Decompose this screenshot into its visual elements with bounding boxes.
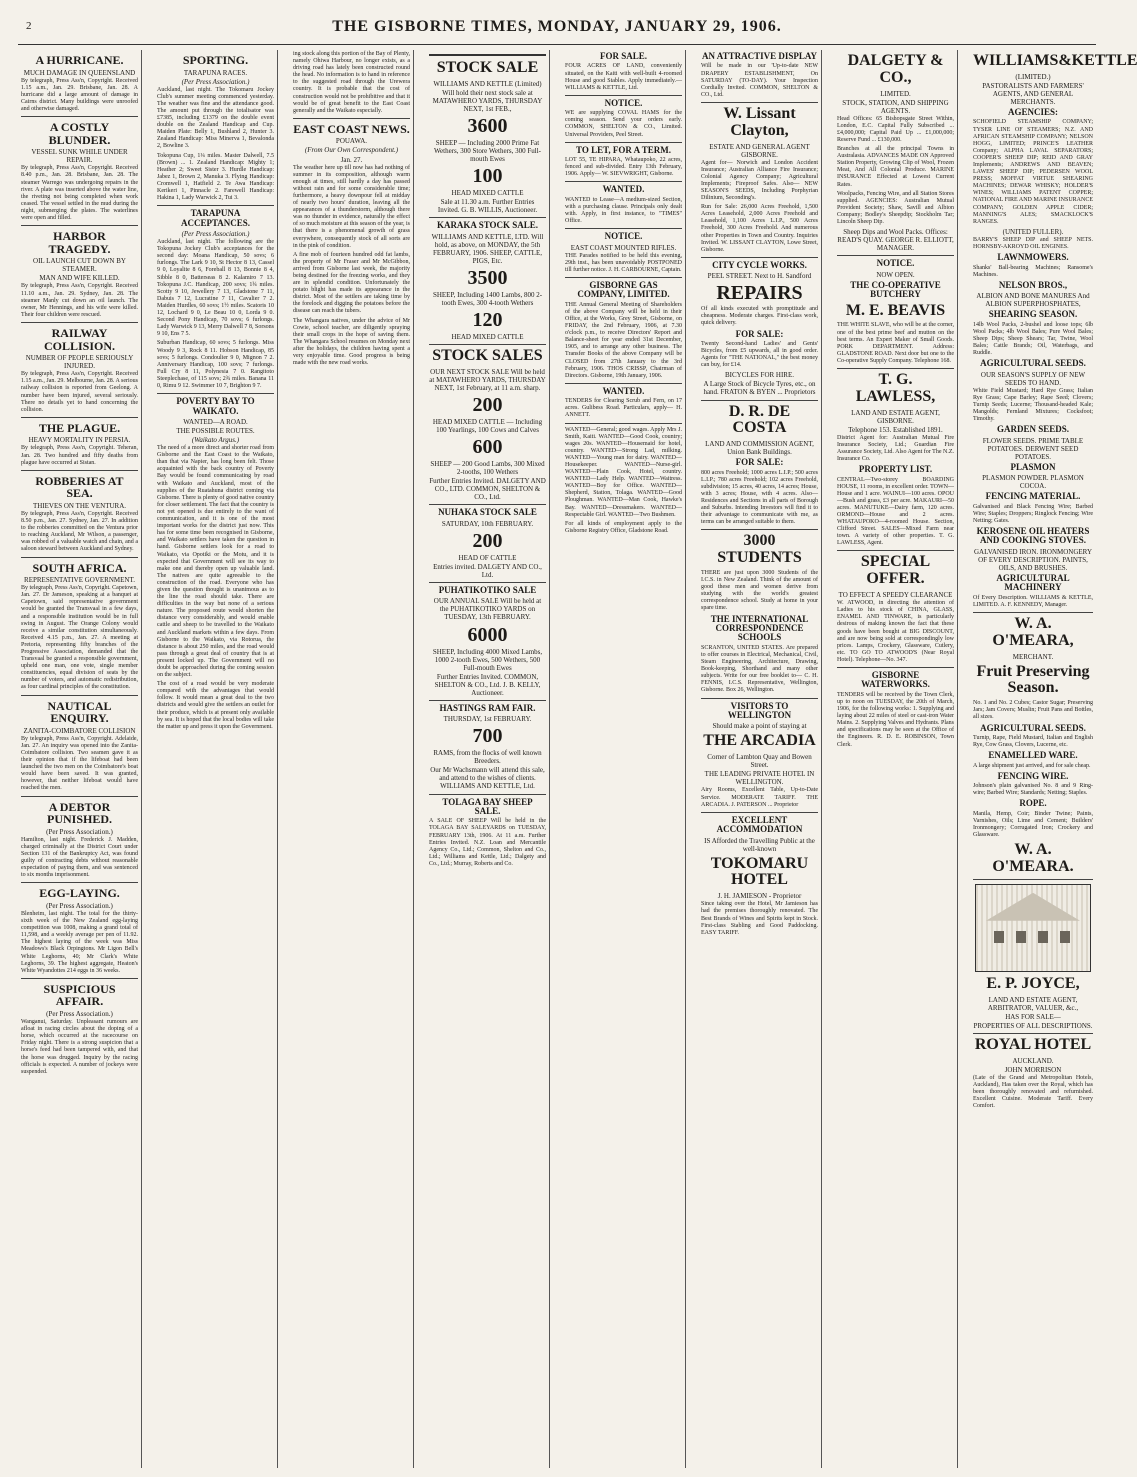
ad-text: Airy Rooms, Excellent Table, Up-to-Date Service. MODERATE TARIFF. THE ARCADIA. J. PATERSON ... Proprietor (701, 787, 818, 808)
ad-text: OUR ANNUAL SALE Will be held at the PUHATIKOTIKO YARDS on TUESDAY, 13th FEBRUARY. (433, 597, 542, 622)
ad-text: CENTRAL—Two-storey BOARDING HOUSE, 11 rooms, in excellent order. TOWN—House and 1 acre. WAINUI—100 acres. OPOU—Bush and grass, £3 per acre. MAKAURI—50 acres. MANUTUKE—Dairy farm, 120 acres. ORMOND—House and 2 acres. WHATAUPOKO—4-roomed House. Section, Clifford Street. SALES—Mixed Farm near town. A variety of other properties. T. G. LAWLESS, Agent. (837, 476, 954, 547)
ad-text: HEAD MIXED CATTLE (451, 189, 524, 198)
headline: A DEBTOR PUNISHED. (46, 799, 112, 827)
ad-title: NOTICE. (876, 258, 915, 269)
ad-text: For all kinds of employment apply to the Gisborne Registry Office, Gladstone Road. (565, 520, 682, 534)
ad-title: TO LET, FOR A TERM. (575, 144, 672, 155)
ad-text: Corner of Lambton Quay and Bowen Street. (707, 753, 812, 770)
ad-text: Turnip, Rape, Field Mustard, Italian and English Rye, Cow Grass, Clovers, Lucerne, etc. (973, 734, 1093, 749)
ad-text: LAND AND ESTATE AGENT, GISBORNE. (851, 408, 940, 425)
ad-number: 100 (472, 165, 503, 188)
ad-title: THE ARCADIA (703, 732, 816, 750)
ad-text: LIMITED. (880, 89, 911, 98)
ad-title: VISITORS TO WELLINGTON (727, 700, 792, 720)
ad-title: FOR SALE. (599, 51, 647, 61)
ad-text: Should make a point of staying at (712, 722, 807, 731)
ad-title: W. Lissant Clayton, (723, 104, 796, 139)
ad-title: ENAMELLED WARE. (988, 750, 1078, 761)
article-body: The Whangara natives, under the advice of Mr Cowie, school teacher, are diligently spraying their small crops in the hope of saving them. The Whangara School resumes on Monday next after the holidays, the children having spent a very enjoyable time. Good progress is being made with the new road works. (293, 317, 410, 367)
ad-text: FOUR ACRES OF LAND, conveniently situated, on the Kaiti with well-built 4-roomed House and good Stables. Apply immediately.— WILLIAMS & KETTLE, Ltd. (565, 63, 682, 91)
ad-text: (Late of the Grand and Metropolitan Hotels, Auckland), Has taken over the Royal, which has been thoroughly renovated and refurnished. Excellent Cuisine. Moderate Tariff. Every Comfort. (973, 1074, 1093, 1109)
headline: EGG-LAYING. (39, 886, 120, 901)
ad-text: Johnson's plain galvanised No. 8 and 9 Ring-wire; Barbed Wire; Standards; Netting; Staples. (973, 783, 1093, 797)
ad-text: No. 1 and No. 2 Cubes; Castor Sugar; Preserving Jars; Jam Covers; Muslin; Fruit Pans and Bottles, all sizes. (973, 700, 1093, 721)
ad-text: OUR SEASON'S SUPPLY OF NEW SEEDS TO HAND. (980, 370, 1086, 387)
subheadline: TARAPUNA RACES. (183, 68, 248, 77)
ad-title: HASTINGS RAM FAIR. (439, 702, 536, 713)
ad-text: HEAD MIXED CATTLE — Including 100 Yearlings, 100 Cows and Calves (432, 417, 543, 435)
article-body: By telegraph, Press Ass'n, Copyright. Received 11.10 a.m., Jan. 29. Sydney, Jan. 28. The steamer Manly cut down an oil launch. The owner, Mr Hennings, and his wife were killed. Their four children were rescued. (21, 283, 138, 318)
ad-text: LAND AND COMMISSION AGENT, Union Bank Buildings. (705, 440, 814, 457)
article-body: Wanganui, Saturday. Unpleasant rumours are afloat in racing circles about the doping of a horse, which occurred at the racecourse on Friday night. There is a strong suspicion that a horse's feed had been tampered with, and that the horse was drugged. Inquiry by the racing officials is expected. A number of jockeys were suspended. (21, 1019, 138, 1075)
ad-text: White Field Mustard; Hard Rye Grass; Italian Rye Grass; Cape Barley; Rape Seed; Clovers; Turnip Seeds; Lucerne; Thousand-headed Kale; Mangolds; Fernland Mixtures; Cocksfoot; Timothy. (973, 387, 1093, 423)
subheadline: THE POSSIBLE ROUTES. (176, 427, 255, 435)
ad-text: Of all kinds executed with promptitude and cheapness. Moderate charges. First-class work, quick delivery. (701, 306, 818, 327)
ad-title: STOCK SALES (432, 347, 543, 365)
ad-text: Run for Sale: 26,000 Acres Freehold, 1,500 Acres Leasehold, 2,000 Acres Freehold and Leasehold, 1,100 Acres L.I.P., 500 Acres Freehold, 300 Acres Freehold. And numerous other Properties in Town and Country. Inquiries Invited. W. LISSANT CLAYTON, Lowe Street, Gisborne. (701, 204, 818, 253)
headline: THE PLAGUE. (38, 420, 121, 435)
ad-text: Will hold their next stock sale at MATAWHERO YARDS, THURSDAY NEXT, 1st FEB., (432, 88, 543, 113)
ad-title: ROPE. (1019, 798, 1047, 809)
ad-title: KARAKA STOCK SALE. (436, 220, 539, 231)
ad-title: GARDEN SEEDS. (996, 424, 1070, 435)
ad-number: 200 (472, 393, 503, 416)
ad-title: E. P. JOYCE, (986, 974, 1080, 992)
ad-title: WANTED. (602, 385, 645, 396)
ad-title: THE INTERNATIONAL CORRESPONDENCE SCHOOLS (710, 613, 809, 643)
subheadline: MAN AND WIFE KILLED. (39, 274, 120, 283)
ad-title: D. R. DE COSTA (728, 402, 791, 437)
ad-text: Branches at all the principal Towns in Australasia. ADVANCES MADE ON Approved Station Property, Growing Clip of Wool, Frozen Meat, And All Colonial Produce. MARINE INSURANCE Effected at Lowest Current Rates. (837, 146, 954, 188)
article-body: Hamilton, last night. Frederick J. Madden, charged criminally at the District Court under Section 131 of the Bankruptcy Act, was found guilty of contracting debts without reasonable expectation of paying them, and was sentenced to six months imprisonment. (21, 836, 138, 879)
ad-title: TOKOMARU HOTEL (710, 854, 809, 889)
ad-text: RAMS, from the flocks of well known Breeders. (433, 749, 542, 766)
article-body: Blenheim, last night. The total for the thirty-sixth week of the New Zealand egg-laying competition was 1008, making a grand total of 11,598, and a weekly average per pen of 11.92. The highest laying of the week was Miss Meadows's Black Orpingtons. Mr Ligon Bell's White Leghorns, 40; Mr Clark's White Leghorns, 39. The highest aggregate, Heaton's White Wyandottes 214 eggs in 36 weeks. (21, 910, 138, 974)
ad-text: THURSDAY, 1st FEBRUARY. (443, 715, 532, 724)
ad-title: CITY CYCLE WORKS. (712, 259, 807, 270)
ad-text: THE Parades notified to be held this evening, 29th inst., has been unavoidably POSTPONED till further notice. J. H. CARBOURNE, Captain. (565, 252, 682, 273)
headline: ROBBERIES AT SEA. (35, 473, 124, 501)
ad-number: 600 (472, 436, 503, 459)
ad-text: Head Offices: 65 Bishopsgate Street Within, London, E.C. Capital Fully Subscribed ... £4,000,000; Capital Paid Up ... £1,000,000; Reserve Fund ... £130,000. (837, 115, 954, 144)
subheadline: (Per Press Association.) (46, 901, 113, 910)
ad-title: PROPERTY LIST. (858, 464, 933, 475)
ad-text: Further Entries Invited. COMMON, SHELTON & CO., Ltd. J. B. KELLY, Auctioneer. (434, 672, 541, 697)
ad-text: SATURDAY, 10th FEBRUARY. (441, 519, 534, 528)
columns (18, 50, 1137, 1468)
column-2 (154, 50, 278, 1468)
ad-text: THE Annual General Meeting of Shareholders of the above Company will be held in their Office, at the Works, Grey Street, Gisborne, on FRIDAY, the 2nd February, 1906, at 7.30 o'clock p.m., to receive Directors' Report and Balance-sheet for year ended 31st December, 1905, and to arrange any other business. The Transfer Books of the above Company will be CLOSED from 27th January to the 3rd February, 1906. THOS CRISSP, Chairman of Directors. Gisborne, 19th January, 1906. (565, 301, 682, 379)
article-body: ing stock along this portion of the Bay of Plenty, namely Ohiwa Harbour, no longer exists, as a driving road has lately been constructed round the head. No information is to hand in reference to the suggested road through the Urewera country. It is probable that the cost of construction would not be prohibitive and that it would be of great benefit to the East Coast generally and the Waikato especially. (293, 51, 410, 114)
ad-text: Telephone 153. Established 1891. (848, 425, 943, 434)
headline: EAST COAST NEWS. (293, 121, 410, 136)
ad-text: JOHN MORRISON (1004, 1065, 1062, 1074)
ad-text: THERE are just upon 3000 Students of the I.C.S. in New Zealand. Think of the amount of good these men and women derive from studying with the world's greatest correspondence school. Study at home in your spare time. (701, 570, 818, 612)
headline: SPORTING. (182, 53, 249, 67)
headline: SOUTH AFRICA. (32, 560, 127, 575)
ad-title: Fruit Preserving Season. (976, 662, 1090, 697)
ad-text: LAND AND ESTATE AGENT, ARBITRATOR, VALUER, &c., (987, 995, 1079, 1012)
ad-text: PLASMON POWDER. PLASMON COCOA. (982, 474, 1084, 491)
ad-text: Will be made in our 'Up-to-date NEW DRAPERY ESTABLISHMENT, On SATURDAY (TO-DAY). Your Inspection Cordially Invited. COMMON, SHELTON & CO., Ltd. (701, 63, 818, 98)
ad-text: Twenty Second-hand Ladies' and Gents' Bicycles, from £5 upwards, all in good order. Agents for "THE NATIONAL," the best money can buy, for £14. (701, 341, 818, 369)
ad-text: A Large Stock of Bicycle Tyres, etc., on hand. FRATON & BYEN ... Proprietors (703, 380, 816, 397)
ad-text: (LIMITED.) (1015, 72, 1051, 81)
article-body: By telegraph, Press Ass'n, Copyright. Capetown, Jan. 27. Dr Jameson, speaking at a banquet at Capetown, said representative government would be granted the Transvaal in a few days, and a responsible institution would be in full swing in August. The Orange Colony would receive a similar constitution simultaneously. Received 4.15 p.m., Jan. 27. A meeting at Pretoria, representing fifty branches of the Progressive Association, demanded that the Transvaal be granted a responsible government, upheld one man, one vote, single member constituencies, equal division of seats by the number of voters, and automatic redistribution, as four cardinal principles of the constitution. (21, 585, 138, 691)
ad-text: THE LEADING PRIVATE HOTEL IN WELLINGTON. (704, 770, 815, 787)
ad-title: KEROSENE OIL HEATERS AND COOKING STOVES. (976, 525, 1090, 546)
ad-text: TENDERS for Clearing Scrub and Fern, on 17 acres. Gulibess Road. Particulars, apply— H. ANNETT. (565, 398, 682, 419)
ad-text: MERCHANT. (1012, 652, 1054, 661)
column-5 (562, 50, 686, 1468)
article-body: The cost of a road would be very moderate compared with the advantages that would follow. It would mean a great deal to the two districts and would give the settlers an outlet for their produce, which is at present only available by sea. It is hoped that the local bodies will take the matter up and press it upon the Government. (157, 681, 274, 730)
ad-text: Entries invited. DALGETY AND CO., Ltd. (433, 562, 542, 579)
ad-text: ALBION AND BONE MANURES And ALBION SUPERPHOSPHATES, (976, 292, 1090, 309)
masthead (18, 10, 1096, 45)
article-body: By telegraph, Press Ass'n, Copyright. Received 1.15 a.m., Jan. 29. Melbourne, Jan. 28. A serious railway collision is reported from Geelong. A number have been injured, several seriously. There no details yet to hand concerning the collision. (21, 371, 138, 413)
ad-title: AGRICULTURAL SEEDS. (980, 722, 1086, 733)
ad-title: FENCING WIRE. (997, 770, 1069, 781)
subheadline: MUCH DAMAGE IN QUEENSLAND (23, 68, 136, 77)
ad-title: SHEARING SEASON. (988, 309, 1078, 320)
ad-text: BICYCLES FOR HIRE. (724, 371, 795, 380)
ad-text: District Agent for: Australian Mutual Fire Insurance Society, Ltd.; Guardian Fire Assurance Society, Ltd. Also Agent for The N.Z. Insurance Co. (837, 434, 954, 463)
ad-text: WE are supplying COVAL HAMS for the coming season. Send your orders early. COMMON, SHELTON & CO., Limited. Universal Providers, Peel Street. (565, 110, 682, 138)
ad-title: STOCK SALE (436, 59, 539, 76)
ad-title: EXCELLENT ACCOMMODATION (716, 814, 803, 835)
article-body: Tokopuna Cup, 1¼ miles. Master Dalwell, 7.5 (Brown) ... 1. Zealand Handicap: Mighty 1; Heather 2; Sweet Sister 3. Hurdle Handicap: Jabez 1, Brown 2, Manuka 3. Flying Handicap: Cromwell 1, Hatfield 2. Te Awa Handicap: Kerikeri 1, Pinnacle 2. Farewell Handicap: Hakina 1, Lady Warwick 2, Tui 3. (157, 152, 274, 202)
headline: A HURRICANE. (35, 53, 124, 67)
ad-text: IS Afforded the Travelling Public at the well-known (704, 836, 815, 853)
ad-number: 3600 (467, 114, 508, 137)
ad-text: W. ATWOOD, in directing the attention of Ladies to his stock of CHINA, GLASS, ENAMEL AND TINWARE, is particularly desirous of making known the fact that these goods have been bought at BIG DISCOUNT, and are now being sold at correspondingly low prices. Lamps, Crockery, Glassware, Cutlery, etc. TO GO TO ATWOOD'S (Near Royal Hotel). Telephone—No. 347. (837, 600, 954, 663)
ad-title: WANTED. (602, 184, 645, 195)
subheadline: NUMBER OF PEOPLE SERIOUSLY INJURED. (25, 354, 134, 371)
ad-title: GISBORNE GAS COMPANY, LIMITED. (577, 279, 670, 300)
article-body: By telegraph, Press Ass'n, Copyright. Teheran, Jan. 28. Two hundred and fifty deaths from plague have occurred at Sistan. (21, 445, 138, 466)
ad-text: SCRANTON, UNITED STATES. Are prepared to offer courses in Electrical, Mechanical, Civil, Steam Engineering, Architecture, Drawing, Book-keeping, Shorthand and many other subjects. Write for our free booklet to— C. H. FENNIS, I.C.S. Representative, Wellington, Gisborne. Box 26, Wellington. (701, 644, 818, 694)
ad-number: 3500 (467, 266, 508, 289)
ad-text: THE WHITE SLAVE, who will be at the corner, one of the best prime beef and mutton on the best terms. An Expert Maker of Small Goods. PORK DEPARTMENT. Address: GLADSTONE ROAD. Next door but one to the Co-operative Supply Company. Telephone 168. (837, 322, 954, 364)
ad-number: 6000 (467, 623, 508, 646)
ad-title: FOR SALE: (735, 457, 784, 468)
ad-text: Shanks' Ball-bearing Machines; Ransome's Machines. (973, 264, 1093, 278)
ad-text: BARRY'S SHEEP DIP and SHEEP NETS. HORNSBY-AKROYD OIL ENGINES. (973, 236, 1093, 250)
ad-text: Agent for— Norwich and London Accident Insurance; Australian Alliance Fire Insurance; Colonial Agency Company; Agricultural Implements; Fireproof Safes. Also— NEW SEASON'S SEEDS, Including Porphyrian Dilinium, Seconding's. (701, 159, 818, 202)
ad-text: (UNITED FULLER). (1002, 227, 1064, 236)
headline: RAILWAY COLLISION. (43, 325, 116, 353)
ad-title: SPECIAL OFFER. (860, 553, 931, 588)
ad-number: 700 (472, 725, 503, 748)
ad-title: FENCING MATERIAL. (985, 491, 1081, 502)
ad-text: WILLIAMS AND KETTLE (Limited) (433, 79, 542, 88)
ad-title: WILLIAMS&KETTLE (973, 52, 1137, 69)
headline: NAUTICAL ENQUIRY. (47, 698, 112, 726)
ad-text: WILLIAMS AND KETTLE, LTD. Will hold, as above, on MONDAY, the 5th FEBRUARY, 1906. SHEEP, CATTLE, PIGS, Etc. (431, 232, 544, 265)
ad-title: NOTICE. (604, 231, 643, 242)
ad-text: PEEL STREET. Next to H. Sandford (707, 272, 812, 281)
ad-text: Since taking over the Hotel, Mr Jamieson has had the premises thoroughly renovated. The Best Brands of Wines and Spirits kept in Stock. First-class Stabling and Good Paddocking. EASY TARIFF. (701, 901, 818, 936)
article-body: Suburban Handicap, 60 sovs; 5 furlongs. Miss Woody 9 3, Rock 8 11. Hobson Handicap, 85 sovs; 5 furlongs. Condoulier 9 0, Mignon 7 2. Anniversary Handicap, 100 sovs; 7 furlongs. Full Cry 8 11, Polynesia 7 0. Rangitoto Steeplechase, of 115 sovs; 2¾ miles. Banana 11 0, Rimu 9 12. Swimmer 10 7, Brighton 9 7. (157, 340, 274, 389)
ad-text: TO EFFECT A SPEEDY CLEARANCE (838, 591, 953, 600)
ad-number: 200 (472, 529, 503, 552)
ad-text: ESTATE AND GENERAL AGENT GISBORNE. (709, 142, 810, 159)
ad-title: 3000 STUDENTS (717, 532, 802, 567)
ad-text: AUCKLAND. (1012, 1056, 1054, 1065)
ad-text: WANTED to Lease—A medium-sized Section, with a purchasing clause. Principals only dealt with. Apply, in first instance, to "TIMES" Office. (565, 196, 682, 225)
subheadline: VESSEL SUNK WHILE UNDER REPAIR. (31, 148, 128, 165)
article-body: The weather here up till now has had nothing of summer in its composition, although warm enough at times, still hardly a day has passed without rain and for some considerable time; furthermore, a heavy downpour fell at midday of nearly two hours' duration, leaving all the appearances of a thunderstorm, although there was no thunder in evidence, naturally the effect of so much moisture at this season of the year, is that there is a phenomenal growth of grass everywhere, consequently stock of all sorts are in the pink of condition. (293, 164, 410, 249)
article-body: By telegraph, Press Ass'n, Copyright. Adelaide, Jan. 27. An inquiry was opened into the Zanita-Coimbatore collision. Two seamen gave it as their opinion that if the lifeboat had been launched the two men on the Coimbatore's boat would have been saved. It was granted, however, that neither lifeboat would have reached the men. (21, 735, 138, 792)
article-body: Auckland, last night. The following are the Tokopuna Jockey Club's acceptances for the second day: Moana Handicap, 50 sovs; 6 furlongs. The Lark 9 10, St Hector 8 13, Cassel 9 0, Loyalite 8 6, Foreball 8 13, Bonnie 8 4, Sibble 8 0, Batterseas 8 2. Kalamiro 7 13. Tokopuna J.C. Handicap, 200 sovs; 1¾ miles. Scotty 9 10, Jewellery 7 13, Gladstone 7 11, Dabuis 7 12, Lucratine 7 11, Cavalier 7 2. Maiden Hurdles, 60 sovs; 1½ miles. Scatoris 10 12, Lochard 9 0, Le Beau 10 0, Lorda 9 0. Second Pony Handicap, 70 sovs; 6 furlongs. Lady Warwick 9 13, Merry Dalwell 7 8, Sorsons 9 10, Ens 7 5. (157, 239, 274, 338)
ad-text: Sale at 11.30 a.m. Further Entries Invited. G. B. WILLIS, Auctioneer. (437, 198, 538, 215)
ad-text: SHEEP — 200 Good Lambs, 300 Mixed 2-tooths, 100 Wethers (430, 460, 545, 477)
ad-title: NUHAKA STOCK SALE (438, 507, 537, 518)
ad-text: SCHOFIELD STEAMSHIP COMPANY; TYSER LINE OF STEAMERS; N.Z. AND AFRICAN STEAMSHIP COMPANY; NELSON HOGG, LIMITED; PRINCE'S LEATHER Company; ALPHA LAVAL SEPARATORS; COOPER'S SHEEP DIP; REID AND GRAY Implements; ANDREWS AND BEAVEN; LAWES' SHEEP DIP; PEDERSEN WOOL PRESS; MOFFAT VIRTUE SHEARING MACHINES; DEWAR WHISKY; HOLDER'S WINES; WILLIAMS PATENT COPPER; NATIONAL FIRE AND MARINE INSURANCE COMPANY; GOLDEN APPLE CIDER; MANNING'S ALES; SMACKLOCK'S RANGES. (973, 119, 1093, 225)
ad-text: Sheep Dips and Wool Packs. Offices: READ'S QUAY. GEORGE R. ELLIOTT, MANAGER. (837, 228, 954, 253)
subheadline: (Per Press Association.) (181, 77, 250, 86)
page-number: 2 (26, 20, 32, 32)
ad-text: LOT 55, TE HIPARA, Whataupoko, 22 acres, fenced and sub-divided. Entry 13th February, 1906. Apply— W. SIEVWRIGHT, Gisborne. (565, 157, 682, 178)
ad-text: Further Entries Invited. DALGETY AND CO., LTD. COMMON, SHELTON & CO., Ltd. (429, 477, 546, 502)
headline: POVERTY BAY TO WAIKATO. (176, 396, 255, 416)
column-1 (18, 50, 142, 1468)
ad-title: THE CO-OPERATIVE BUTCHERY (850, 279, 941, 300)
article-body: By telegraph, Press Ass'n, Copyright. Received 8.40 p.m., Jan. 28. Brisbane, Jan. 28. The steamer Warrego was undergoing repairs in the river. A plate was inserted above the water line, the riveting not being completed when work ceased. The vessel settled in the mud during the night, submerging the plates. The waterlines were open and filled. (21, 165, 138, 222)
ad-text: SHEEP — Including 2000 Prime Fat Wethers, 300 Store Wethers, 300 Full-mouth Ewes (433, 138, 542, 164)
article-body: The need of a more direct and shorter road from Gisborne and the East Coast to the Waikato, than that via Napier, has long been felt. Those acquainted with the back country of Poverty Bay would be found communicating by road with Waikato and Auckland, most of the supplies of the Ruatahuna district coming via Gisborne. There is plenty of good native country for closer settlement. The fact that the country is not yet opened is due entirely to the want of communication, and it is one of the most important works for the district just now. This has for some time been recognised in Gisborne, and Waikato settlers have taken the question in hand. Gisborne settlers look for a road to Waikato, via Opotiki or the Motu, and it is expected that Government will see its way to make one and thereby open up valuable land. The natives are quite agreeable to the construction of the road. Everyone who has given the question thought is unanimous as to the line the road should take. There are difficulties in the way but none of a serious nature. The proposed route would shorten the distance very considerably, and would enable cattle and sheep to be travelled to the Waikato and Auckland markets within a few days. From Gisborne to the Waikato, via Rotorua, the distance is about 250 miles, and the road would pass through a great deal of country that is at present locked up. The Government will no doubt be approached during the coming session on the subject. (157, 445, 274, 679)
ad-text: SHEEP, Including 4000 Mixed Lambs, 1000 2-tooth Ewes, 500 Wethers, 500 Full-mouth Ewes (432, 647, 543, 672)
article-body: By telegraph, Press Ass'n, Copyright. Received 1.15 a.m., Jan. 29. Brisbane, Jan. 28. A hurricane did a large amount of damage in Cairns district. Many buildings were unroofed and otherwise damaged. (21, 77, 138, 113)
ad-text: FLOWER SEEDS. PRIME TABLE POTATOES. DERWENT SEED POTATOES. (982, 436, 1084, 461)
ad-text: J. H. JAMIESON - Proprietor (717, 892, 802, 901)
classified-list: WANTED—General; good wages. Apply Mrs J. Smith, Kaiti. WANTED—Good Cook, country; wages 20s. WANTED—Housemaid for hotel, country. WANTED—Strong Lad, milking. WANTED—Young man for dairy. WANTED—Housekeeper. WANTED—Nurse-girl. WANTED—Plain Cook, Hotel, country. WANTED—Lady Help. WANTED—Waitress. WANTED—Boy for Office. WANTED—Shepherd, Station, Tolaga. WANTED—Good Ploughman. WANTED—Man Cook, Hawke's Bay. WANTED—Dressmakers. WANTED—Respectable Girl. WANTED—Two Bushmen. (565, 426, 682, 518)
ad-text: NOW OPEN. (876, 270, 915, 279)
article-body: A fine mob of fourteen hundred odd fat lambs, the property of Mr Fraser and Mr McGibbon, arrived from Gisborne last week, the majority being destined for the freezing works, and they are in splendid condition. Unfortunately the potato blight has made its appearance in the district. Most of the settlers are taking time by the forelock and digging the potatoes before the disease can reach the tubers. (293, 251, 410, 315)
headline: TARAPUNA ACCEPTANCES. (180, 208, 251, 228)
subheadline: (Per Press Association.) (46, 827, 113, 836)
ad-text: HAS FOR SALE— (1005, 1012, 1061, 1021)
column-8 (970, 50, 1137, 1468)
ad-title: GISBORNE WATERWORKS. (861, 669, 930, 690)
article-body: Auckland, last night. The Tokomaru Jockey Club's summer meeting commenced yesterday. The weather was fine and the attendance good. The amount put through the totalisator was £7385, including £1379 on the double event double on the Zealand Handicap and Cup. Maiden Plate: Belly 1, Bushland 2, Hunter 3. Zealand Handicap: Miss Minerva 1, Bevalonda 2, Bowline 3. (157, 86, 274, 150)
ad-title: DALGETY & CO., (847, 52, 944, 86)
ad-text: 800 acres Freehold; 1000 acres L.I.P.; 500 acres L.I.P.; 780 acres Freehold; 102 acres Freehold, subdivision; 15 acres, 40 acres, 14 acres; House, with 3 acres; House, with 4 acres. Also— Residences and Sections in all parts of Borough and Suburbs. Intending Investors will find it to their advantage to communicate with me, as terms can be arranged suitable to them. (701, 469, 818, 526)
subheadline: POUAWA. (335, 137, 368, 146)
ad-text: 14lb Wool Packs, 2-bushel and loose tops; 6lb Wool Packs; 4lb Wool Bales; Pure Wool Bales; Sheep Dips; Sheep Shears; Tar, Twine, Wool Bales; Cattle Brands; Oil, Waterbags, and Ruddle. (973, 321, 1093, 357)
ad-title: PLASMON (1010, 461, 1056, 472)
ad-title: W. A. O'MEARA. (992, 841, 1074, 875)
ad-number: 120 (472, 308, 503, 331)
ad-text: TENDERS will be received by the Town Clerk, up to noon on TUESDAY, the 20th of March, 1906, for the following works: 1. Supplying and laying about 22 miles of steel or cast-iron Water Mains. 2. Supplying Valves and Hydrants. Plans and specifications may be seen at the Office of the Engineers. R. D. E. ROBINSON, Town Clerk. (837, 691, 954, 748)
ad-title: W. A. O'MEARA, (992, 615, 1074, 649)
ad-text: Galvanised and Black Fencing Wire; Barbed Wire; Staples; Droppers; Ringlock Fencing; Wire Netting; Gates. (973, 503, 1093, 524)
ad-title: NOTICE. (604, 97, 643, 108)
ad-text: Woolpacks, Fencing Wire, and all Station Stores supplied. AGENCIES: Australian Mutual Provident Society; Shaw, Savill and Albion Company; Bodley's Sheepdip; Stockholm Tar; Lincoln Sheep Dip. (837, 190, 954, 226)
ad-text: PROPERTIES OF ALL DESCRIPTIONS. (973, 1021, 1093, 1030)
ad-text: HEAD OF CATTLE (458, 553, 517, 562)
subheadline: OIL LAUNCH CUT DOWN BY STEAMER. (33, 257, 126, 274)
ad-title: LAWNMOWERS. (997, 252, 1069, 263)
subheadline: WANTED—A ROAD. (183, 417, 248, 426)
subheadline: (Per Press Association.) (46, 1010, 113, 1018)
headline: SUSPICIOUS AFFAIR. (43, 981, 116, 1009)
ad-title: REPAIRS (716, 282, 803, 305)
article-body: By telegraph, Press Ass'n, Copyright. Received 8.50 p.m., Jan. 27. Sydney, Jan. 27. In addition to the robberies committed on the Ventura prior to reaching Auckland, Mr Wilson, a passenger, was robbed of a valuable watch and chain, and a saloon steward between Auckland and Sydney. (21, 510, 138, 553)
ad-text: EAST COAST MOUNTED RIFLES. (570, 243, 677, 252)
ad-title: NELSON BROS., (998, 279, 1068, 290)
ad-text: A SALE OF SHEEP Will be held in the TOLAGA BAY SALEYARDS on TUESDAY, FEBRUARY 13th, 1906. At 11 a.m. Further Entries Invited. N.Z. Loan and Mercantile Agency Co., Ltd.; Common, Shelton and Co., Ltd.; Williams and Kettle, Ltd.; Dalgety and Co., Ltd.; Murray, Roberts and Co. (429, 818, 546, 867)
ad-text: Our Mr Wachsmann will attend this sale, and attend to the wishes of clients. WILLIAMS AND KETTLE, Ltd. (430, 766, 545, 791)
ad-text: STOCK, STATION, AND SHIPPING AGENTS. (842, 98, 949, 115)
ad-title: TOLAGA BAY SHEEP SALE. (442, 796, 533, 816)
ad-title: AGRICULTURAL SEEDS. (980, 358, 1086, 369)
ad-title: AGENCIES: (1007, 106, 1058, 117)
ad-title: ROYAL HOTEL (974, 1035, 1092, 1053)
subheadline: THIEVES ON THE VENTURA. (32, 501, 127, 510)
subheadline: (Per Press Association.) (181, 230, 250, 239)
column-4 (426, 50, 550, 1468)
column-3 (290, 50, 414, 1468)
ad-title: M. E. BEAVIS (845, 301, 946, 319)
ad-text: OUR NEXT STOCK SALE Will be held at MATAWHERO YARDS, THURSDAY NEXT, 1st February, at 11 a.m. sharp. (429, 367, 546, 392)
headline: HARBOR TRAGEDY. (48, 229, 111, 256)
ad-text: GALVANISED IRON. IRONMONGERY OF EVERY DESCRIPTION. PAINTS, OILS, AND BRUSHES. (973, 547, 1093, 572)
column-6 (698, 50, 822, 1468)
subheadline: (Waikato Argus.) (191, 436, 240, 445)
newspaper-title: THE GISBORNE TIMES, MONDAY, JANUARY 29, 1906. (332, 18, 782, 35)
ad-title: FOR SALE: (735, 328, 784, 339)
ad-title: T. G. LAWLESS, (855, 371, 936, 405)
ad-title: PUHATIKOTIKO SALE (438, 584, 537, 595)
ad-text: SHEEP, Including 1400 Lambs, 800 2-tooth Ewes, 300 4-tooth Wethers (432, 290, 543, 307)
column-7 (834, 50, 958, 1468)
subheadline: REPRESENTATIVE GOVERNMENT. (24, 576, 135, 585)
ad-text: A large shipment just arrived, and for sale cheap. (973, 762, 1091, 769)
ad-text: PASTORALISTS AND FARMERS' AGENTS, AND GENERAL MERCHANTS. (982, 81, 1084, 106)
headline: A COSTLY BLUNDER. (48, 120, 111, 147)
ad-title: AGRICULTURAL MACHINERY (996, 572, 1070, 593)
house-illustration (975, 884, 1091, 972)
ad-text: HEAD MIXED CATTLE (451, 332, 524, 341)
subheadline: (From Our Own Correspondent.) (304, 146, 399, 155)
dateline: Jan. 27. (340, 155, 363, 164)
subheadline: ZANITA-COIMBATORE COLLISION (23, 726, 136, 735)
ad-title: AN ATTRACTIVE DISPLAY (701, 51, 818, 61)
ad-text: Manila, Hemp, Coir; Binder Twine; Paints, Varnishes, Oils; Lime and Cement; Builders' Ironmongery; Corrugated Iron; Crockery and Glassware. (973, 810, 1093, 839)
subheadline: HEAVY MORTALITY IN PERSIA. (28, 436, 131, 445)
ad-text: Of Every Description. WILLIAMS & KETTLE, LIMITED. A. F. KENNEDY, Manager. (973, 594, 1093, 608)
